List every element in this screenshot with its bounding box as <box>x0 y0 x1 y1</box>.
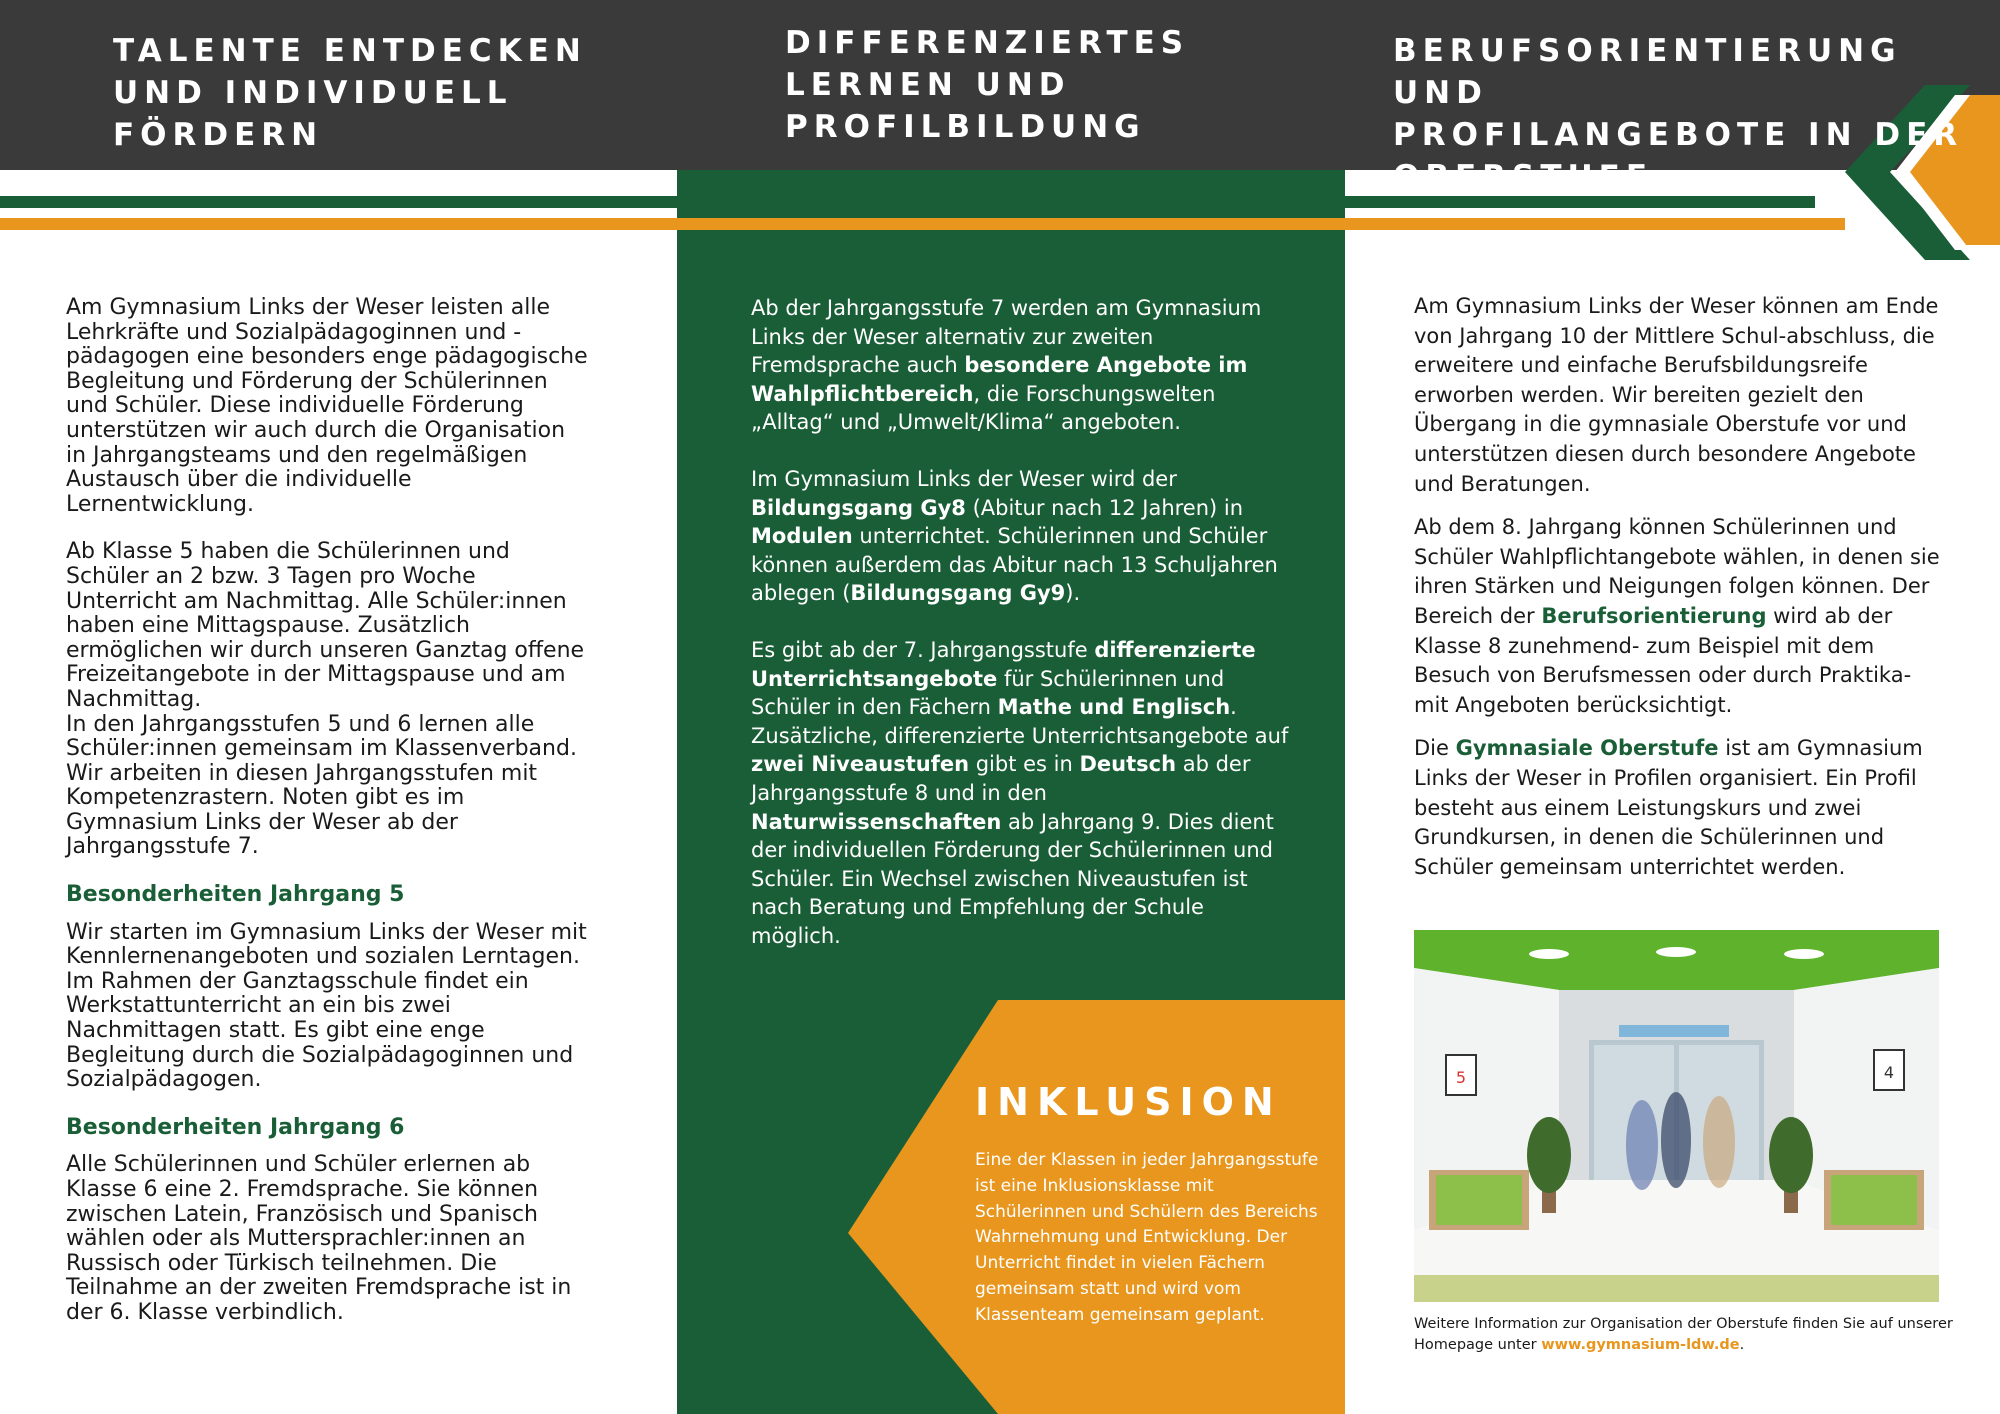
inklusion-text: Eine der Klassen in jeder Jahrgangsstufe ist eine Inklusionsklasse mit Schülerinnen und Schülern des Bereichs Wahrnehmung und Entwicklung. Der Unterricht findet in vielen Fächern gemeinsam statt und wird vom Klassenteam gemeinsam geplant. <box>975 1150 1319 1325</box>
middle-paragraph-3: Es gibt ab der 7. Jahrgangsstufe differenzierte Unterrichtsangebote für Schülerinnen und Schüler in den Fächern Mathe und Englisch. Zusätzliche, differenzierte Unterrichtsangebote auf zwei Niveaustufen gibt es in Deutsch ab der Jahrgangsstufe 8 und in den Naturwissenschaften ab Jahrgang 9. Dies dient der individuellen Förderung der Schülerinnen und Schüler. Ein Wechsel zwischen Niveaustufen ist nach Beratung und Empfehlung der Schule möglich. <box>751 637 1289 948</box>
left-paragraph-2: Ab Klasse 5 haben die Schülerinnen und Schüler an 2 bzw. 3 Tagen pro Woche Unterricht am Nachmittag. Alle Schüler:innen haben eine Mittagspause. Zusätzlich ermöglichen wir durch unseren Ganztag offene Freizeitangebote in der Mittagspause und am Nachmittag. In den Jahrgangsstufen 5 und 6 lernen alle Schüler:innen gemeinsam im Klassenverband. Wir arbeiten in diesen Jahrgangsstufen mit Kompetenzrastern. Noten gibt es im Gymnasium Links der Weser ab der Jahrgangsstufe 7. <box>66 539 585 860</box>
heading-left: TALENTE ENTDECKEN UND INDIVIDUELL FÖRDERN <box>113 33 587 153</box>
heading-jahrgang-5: Besonderheiten Jahrgang 5 <box>66 882 405 908</box>
orange-stripe-left <box>0 218 677 230</box>
right-paragraph-2: Ab dem 8. Jahrgang können Schülerinnen und Schüler Wahlpflichtangebote wählen, in denen sie ihren Stärken und Neigungen folgen können. Der Bereich der Berufsorientierung wird ab der Klasse 8 zunehmend- zum Beispiel mit dem Besuch von Berufsmessen oder durch Praktika- mit Angeboten berücksichtigt. <box>1414 515 1940 717</box>
left-paragraph-1: Am Gymnasium Links der Weser leisten alle Lehrkräfte und Sozialpädagoginnen und -pädagogen eine besonders enge pädagogische Begleitung und Förderung der Schülerinnen und Schüler. Diese individuelle Förderung unterstützen wir auch durch die Organisation in Jahrgangsteams und den regelmäßigen Austausch über die individuelle Lernentwicklung. <box>66 295 588 517</box>
heading-jahrgang-6: Besonderheiten Jahrgang 6 <box>66 1114 405 1140</box>
middle-paragraph-1: Ab der Jahrgangsstufe 7 werden am Gymnasium Links der Weser alternativ zur zweiten Fremdsprache auch besondere Angebote im Wahlpflichtbereich, die Forschungswelten „Alltag“ und „Umwelt/Klima“ angeboten. <box>751 296 1262 435</box>
photo-frame-left-number: 5 <box>1455 1068 1467 1087</box>
inklusion-title: INKLUSION <box>975 1080 1282 1124</box>
right-paragraph-3: Die Gymnasiale Oberstufe ist am Gymnasium Links der Weser in Profilen organisiert. Ein Profil besteht aus einem Leistungskurs und zwei Grundkursen, in denen die Schülerinnen und Schüler gemeinsam unterrichtet werden. <box>1414 736 1923 879</box>
middle-paragraph-2: Im Gymnasium Links der Weser wird der Bildungsgang Gy8 (Abitur nach 12 Jahren) in Modulen unterrichtet. Schülerinnen und Schüler können außerdem das Abitur nach 13 Schuljahren ablegen (Bildungsgang Gy9). <box>751 466 1278 606</box>
orange-stripe-middle <box>677 218 1345 230</box>
green-stripe-left <box>0 196 677 208</box>
left-column <box>66 296 591 1349</box>
orange-stripe-right <box>1345 218 1845 230</box>
school-hallway-photo <box>1414 930 1939 1302</box>
photo-frame-right-number: 4 <box>1883 1063 1895 1082</box>
right-paragraph-1: Am Gymnasium Links der Weser können am Ende von Jahrgang 10 der Mittlere Schul-abschluss, die erweitere und einfache Berufsbildungsreife erworben werden. Wir bereiten gezielt den Übergang in die gymnasiale Oberstufe vor und unterstützen diesen durch besondere Angebote und Beratungen. <box>1414 294 1939 496</box>
left-paragraph-jahrgang-6: Alle Schülerinnen und Schüler erlernen ab Klasse 6 eine 2. Fremdsprache. Sie können zwischen Latein, Französisch und Spanisch wählen oder als Muttersprachler:innen an Russisch oder Türkisch teilnehmen. Die Teilnahme an der zweiten Fremdsprache ist in der 6. Klasse verbindlich. <box>66 1152 572 1325</box>
middle-column-text <box>751 294 1291 978</box>
heading-middle: DIFFERENZIERTES LERNEN UND PROFILBILDUNG <box>785 25 1190 145</box>
heading-right: BERUFSORIENTIERUNG UND PROFILANGEBOTE IN DER OBERSTUFE <box>1393 33 1964 195</box>
left-paragraph-jahrgang-5: Wir starten im Gymnasium Links der Weser mit Kennlernenangeboten und sozialen Lerntagen. Im Rahmen der Ganztagsschule findet ein Werkstattunterricht an ein bis zwei Nachmittagen statt. Es gibt eine enge Begleitung durch die Sozialpädagoginnen und Sozialpädagogen. <box>66 919 587 1093</box>
right-column <box>1414 292 1949 896</box>
caption-homepage: Weitere Information zur Organisation der Oberstufe finden Sie auf unserer Homepage unter www.gymnasium-ldw.de. <box>1414 1316 1953 1353</box>
homepage-link[interactable]: www.gymnasium-ldw.de <box>1541 1337 1740 1353</box>
